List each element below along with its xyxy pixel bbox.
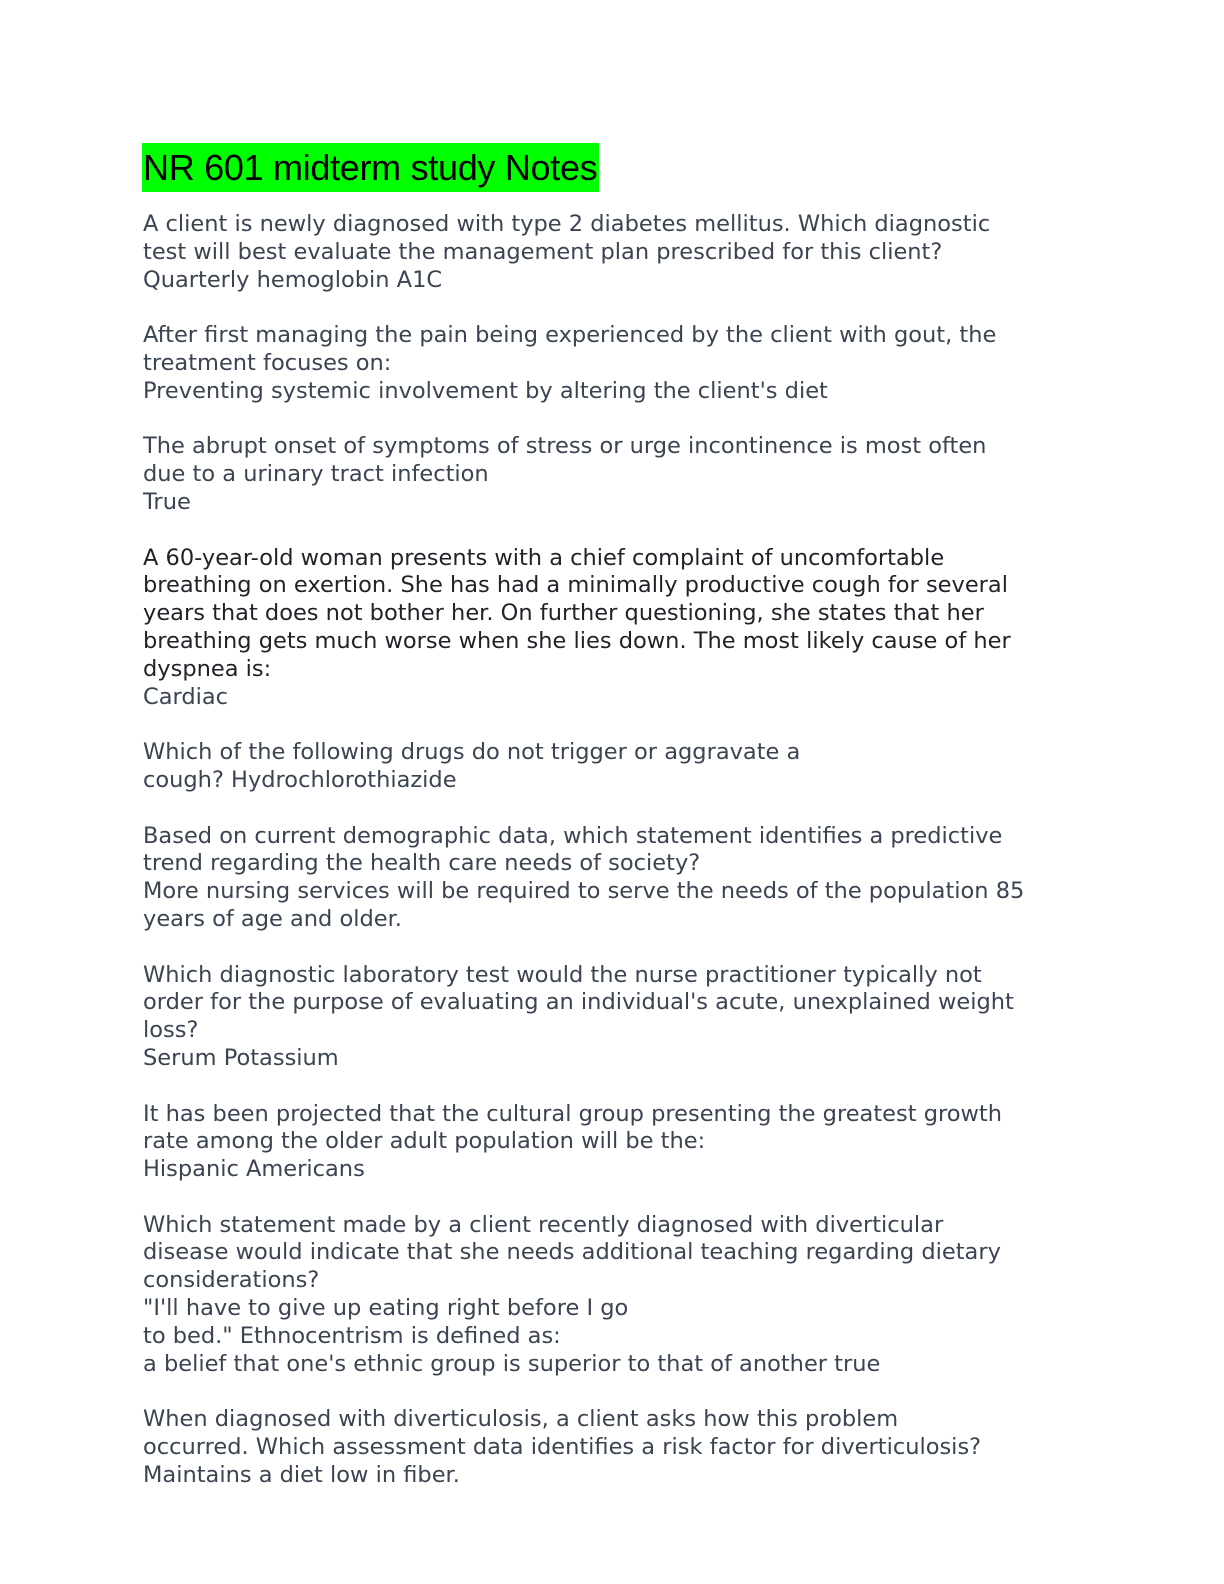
note-line: disease would indicate that she needs additional teaching regarding dietary <box>143 1239 1001 1266</box>
document-title: NR 601 midterm study Notes <box>142 143 599 192</box>
note-answer: Preventing systemic involvement by altering the client's diet <box>143 377 828 404</box>
note-answer: Serum Potassium <box>143 1044 339 1071</box>
note-answer: years of age and older. <box>143 905 402 932</box>
study-note-6 <box>143 823 1093 934</box>
note-line: Based on current demographic data, which statement identifies a predictive <box>143 822 1003 849</box>
document-page <box>143 143 1093 1517</box>
study-note-5 <box>143 739 1093 795</box>
note-line: Which statement made by a client recently diagnosed with diverticular <box>143 1211 944 1238</box>
note-line: order for the purpose of evaluating an individual's acute, unexplained weight <box>143 989 1014 1016</box>
note-answer: True <box>143 488 191 515</box>
note-line: When diagnosed with diverticulosis, a client asks how this problem <box>143 1406 899 1433</box>
note-line: considerations? <box>143 1267 320 1294</box>
note-line: years that does not bother her. On further questioning, she states that her <box>143 600 984 627</box>
study-note-2 <box>143 322 1093 405</box>
note-line: treatment focuses on: <box>143 349 392 376</box>
note-answer: Cardiac <box>143 683 229 710</box>
note-answer: a belief that one's ethnic group is superior to that of another true <box>143 1350 881 1377</box>
note-line: Which diagnostic laboratory test would the nurse practitioner typically not <box>143 961 982 988</box>
study-note-4 <box>143 545 1093 712</box>
note-line: The abrupt onset of symptoms of stress or urge incontinence is most often <box>143 433 987 460</box>
note-line: rate among the older adult population will be the: <box>143 1128 706 1155</box>
study-note-10 <box>143 1406 1093 1489</box>
study-note-8 <box>143 1101 1093 1184</box>
note-answer: Maintains a diet low in fiber. <box>143 1461 460 1488</box>
note-answer: More nursing services will be required to serve the needs of the population 85 <box>143 878 1025 905</box>
note-line: A client is newly diagnosed with type 2 diabetes mellitus. Which diagnostic <box>143 211 991 237</box>
note-line: Which of the following drugs do not trigger or aggravate a <box>143 739 801 766</box>
note-answer: Hispanic Americans <box>143 1156 365 1183</box>
study-note-7 <box>143 962 1093 1073</box>
note-line: dyspnea is: <box>143 655 272 682</box>
study-note-3 <box>143 433 1093 516</box>
note-line: test will best evaluate the management plan prescribed for this client? <box>143 238 943 265</box>
note-answer: Quarterly hemoglobin A1C <box>143 266 443 293</box>
note-answer: "I'll have to give up eating right before I go <box>143 1295 629 1322</box>
note-line: occurred. Which assessment data identifies a risk factor for diverticulosis? <box>143 1434 982 1461</box>
note-line: breathing gets much worse when she lies down. The most likely cause of her <box>143 627 1011 654</box>
note-line: loss? <box>143 1017 199 1044</box>
note-answer: cough? Hydrochlorothiazide <box>143 766 457 793</box>
note-line: A 60-year-old woman presents with a chief complaint of uncomfortable <box>143 544 945 571</box>
study-note-1 <box>143 211 1093 294</box>
study-note-9 <box>143 1212 1093 1379</box>
note-line: to bed." Ethnocentrism is defined as: <box>143 1322 561 1349</box>
note-line: due to a urinary tract infection <box>143 461 489 488</box>
note-line: breathing on exertion. She has had a minimally productive cough for several <box>143 572 1008 599</box>
note-line: It has been projected that the cultural group presenting the greatest growth <box>143 1100 1002 1127</box>
note-line: trend regarding the health care needs of society? <box>143 850 701 877</box>
note-line: After first managing the pain being experienced by the client with gout, the <box>143 322 997 349</box>
